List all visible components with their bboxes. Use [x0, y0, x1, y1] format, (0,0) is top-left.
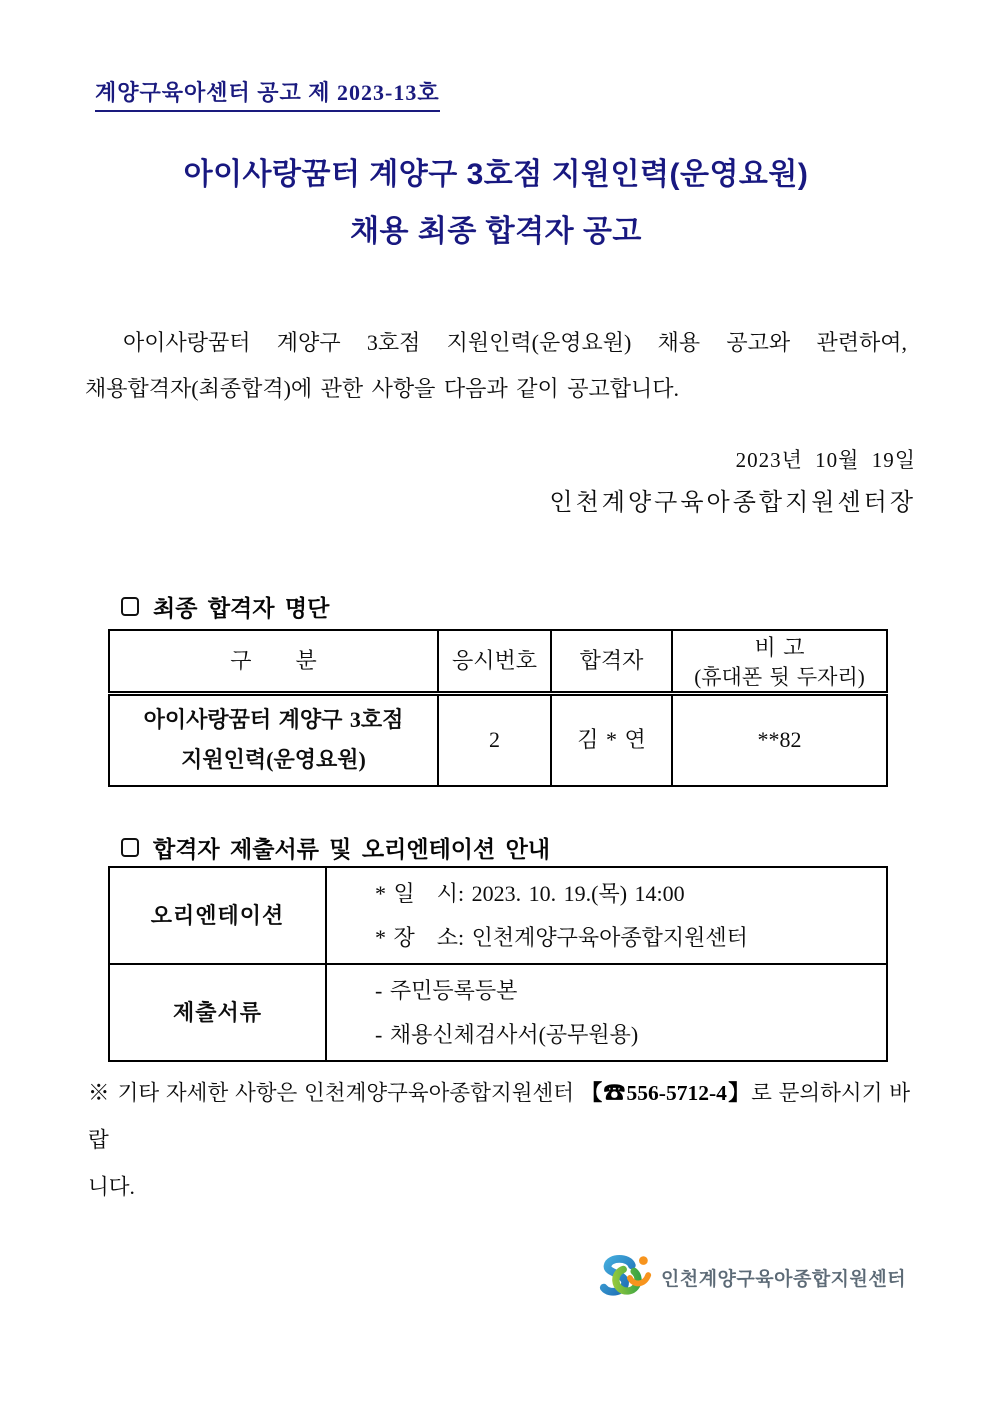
cell-orientation-label: 오리엔테이션	[109, 867, 326, 964]
body-line2: 채용합격자(최종합격)에 관한 사항을 다음과 같이 공고합니다.	[85, 376, 679, 401]
orientation-row	[109, 867, 887, 964]
page-title	[0, 146, 992, 260]
header-note-main: 비 고	[754, 635, 805, 660]
orientation-datetime: * 일 시: 2023. 10. 19.(목) 14:00	[375, 880, 685, 906]
document-item-1: - 주민등록등본	[375, 977, 518, 1003]
pass-list-header-row	[109, 630, 887, 694]
section-title-pass-list: 최종 합격자 명단	[153, 595, 330, 621]
signer-name: 인천계양구육아종합지원센터장	[549, 490, 916, 516]
cell-category-line2: 지원인력(운영요원)	[181, 747, 366, 773]
doc-number: 계양구육아센터 공고 제 2023-13호	[95, 76, 440, 112]
announcement-date: 2023년 10월 19일	[735, 448, 916, 472]
header-note	[672, 630, 887, 694]
square-bullet-icon	[121, 597, 139, 616]
page-title-line1: 아이사랑꿈터 계양구 3호점 지원인력(운영요원)	[183, 158, 809, 191]
footer-note-suffix: 로 문의하시기 바랍	[88, 1081, 910, 1152]
cell-documents-label: 제출서류	[109, 964, 326, 1061]
cell-orientation-content	[326, 867, 887, 964]
document-item-2: - 채용신체검사서(공무원용)	[375, 1021, 639, 1047]
header-passer: 합격자	[551, 630, 672, 694]
cell-applicant-no: 2	[438, 694, 551, 786]
center-logo	[597, 1252, 906, 1302]
phone-number: 【☎556-5712-4】	[580, 1081, 752, 1105]
header-applicant-no: 응시번호	[438, 630, 551, 694]
cell-documents-content	[326, 964, 887, 1061]
page-title-line2: 채용 최종 합격자 공고	[350, 215, 642, 248]
header-category: 구 분	[109, 630, 438, 694]
cell-passer: 김 * 연	[551, 694, 672, 786]
orientation-table	[108, 866, 888, 1062]
body-line1: 아이사랑꿈터 계양구 3호점 지원인력(운영요원) 채용 공고와 관련하여,	[123, 330, 907, 355]
orientation-place: * 장 소: 인천계양구육아종합지원센터	[375, 924, 748, 950]
pass-list-table	[108, 629, 888, 787]
footer-note-prefix: ※ 기타 자세한 사항은 인천계양구육아종합지원센터	[88, 1081, 581, 1105]
square-bullet-icon	[121, 838, 139, 857]
footer-note-line1	[88, 1070, 910, 1164]
section-title-orientation: 합격자 제출서류 및 오리엔테이션 안내	[153, 836, 551, 862]
logo-text: 인천계양구육아종합지원센터	[661, 1268, 907, 1290]
documents-row	[109, 964, 887, 1061]
section-header-pass-list	[121, 590, 329, 623]
date-signature-block	[0, 444, 916, 517]
body-paragraph	[85, 320, 907, 412]
footer-note-line2: 니다.	[88, 1175, 135, 1199]
pass-list-data-row	[109, 694, 887, 786]
cell-category	[109, 694, 438, 786]
footer-note	[88, 1070, 910, 1211]
cell-note: **82	[672, 694, 887, 786]
header-note-sub: (휴대폰 뒷 두자리)	[694, 665, 865, 689]
center-logo-icon	[597, 1252, 655, 1302]
section-header-orientation	[121, 831, 550, 864]
cell-category-line1: 아이사랑꿈터 계양구 3호점	[143, 707, 404, 733]
